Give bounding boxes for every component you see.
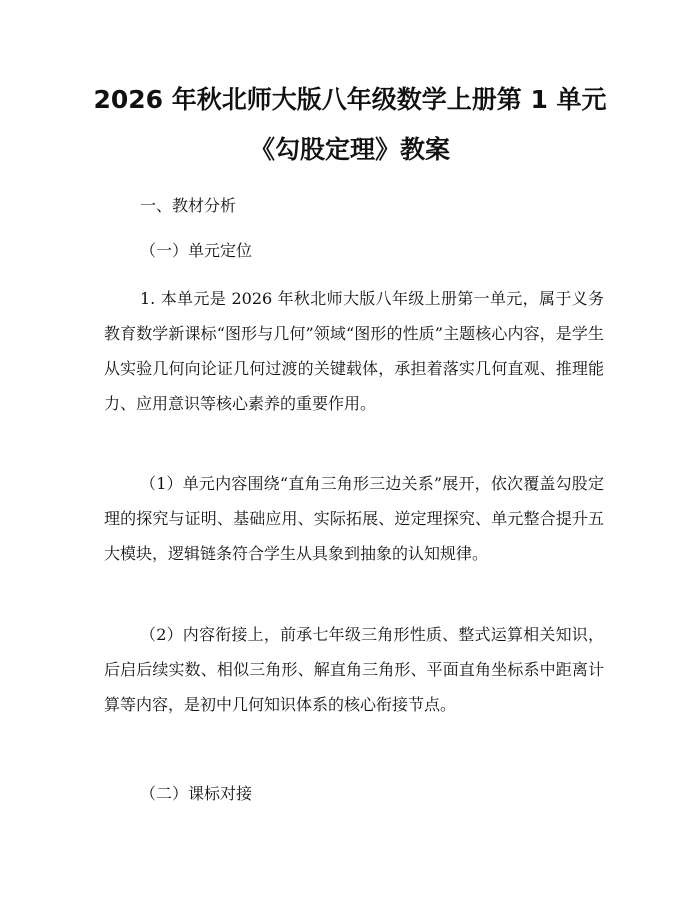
paragraph-unit-overview: 1. 本单元是 2026 年秋北师大版八年级上册第一单元，属于义务教育数学新课标“图形与几何”领域“图形的性质”主题核心内容，是学生从实验几何向论证几何过渡的关键载体，承担着落实几何直观、推理能力、应用意识等核心素养的重要作用。 (104, 289, 604, 413)
paragraph-unit-content: （1）单元内容围绕“直角三角形三边关系”展开，依次覆盖勾股定理的探究与证明、基础应用、实际拓展、逆定理探究、单元整合提升五大模块，逻辑链条符合学生从具象到抽象的认知规律。 (104, 474, 604, 563)
subsection-heading-curriculum-alignment: （二）课标对接 (140, 784, 253, 803)
document-title-line-2: 《勾股定理》教案 (249, 135, 450, 164)
paragraph-content-connection: （2）内容衔接上，前承七年级三角形性质、整式运算相关知识，后启后续实数、相似三角形、解直角三角形、平面直角坐标系中距离计算等内容，是初中几何知识体系的核心衔接节点。 (104, 625, 604, 714)
subsection-heading-unit-positioning: （一）单元定位 (140, 241, 253, 260)
section-heading-teaching-material-analysis: 一、教材分析 (140, 196, 237, 215)
document-title-line-1: 2026 年秋北师大版八年级数学上册第 1 单元 (93, 85, 607, 114)
